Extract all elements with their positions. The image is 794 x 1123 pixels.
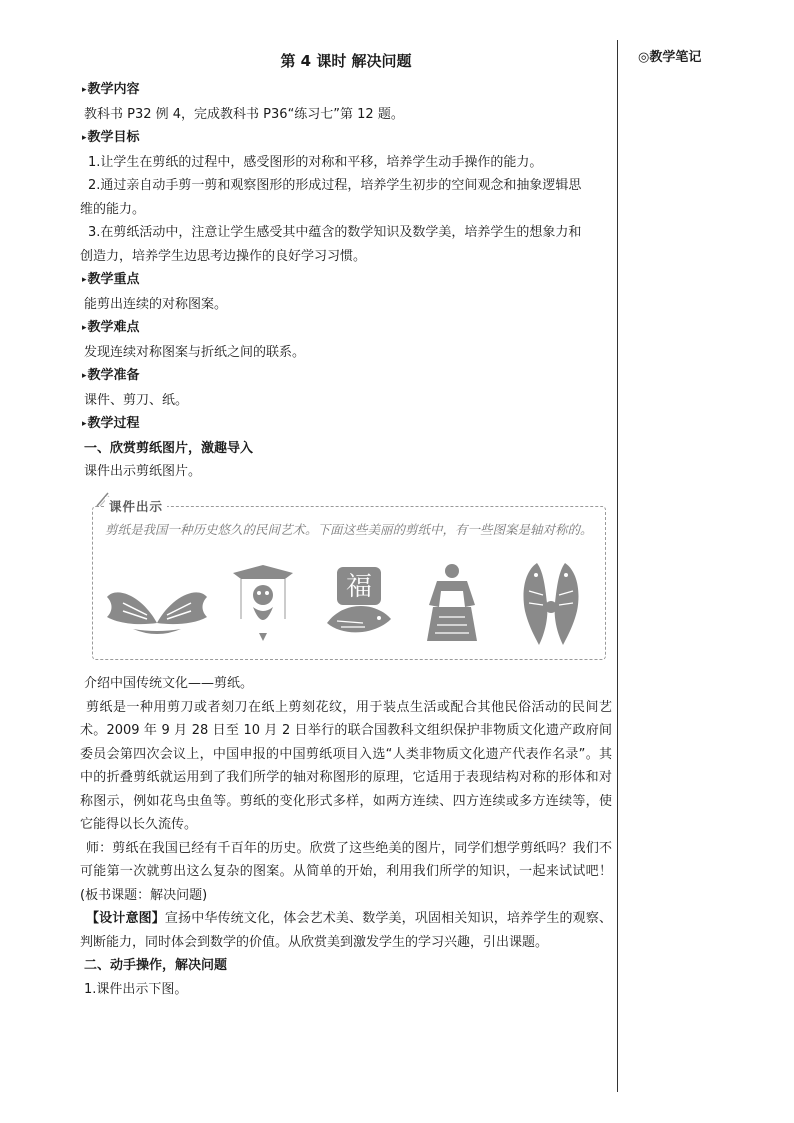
goal-1: 1.让学生在剪纸的过程中，感受图形的对称和平移，培养学生动手操作的能力。 <box>88 154 543 170</box>
courseware-callout <box>92 499 606 660</box>
design-intent-text: 宣扬中华传统文化，体会艺术美、数学美，巩固相关知识，培养学生的观察、判断能力，同时体会到数学的价值。从欣赏美到激发学生的学习兴趣，引出课题。 <box>80 911 612 950</box>
intro-text: 介绍中国传统文化——剪纸。 <box>84 676 254 691</box>
design-intent-label: 【设计意图】 <box>86 911 165 926</box>
key-text: 能剪出连续的对称图案。 <box>84 296 228 312</box>
lesson-body-lower <box>80 672 612 1001</box>
heading-content: ▸ 教学内容 <box>82 78 612 103</box>
teacher-paragraph: 师：剪纸在我国已经有千百年的历史。欣赏了这些绝美的图片，同学们想学剪纸吗？我们不可能第一次就剪出这么复杂的图案。从简单的开始，利用我们所学的知识，一起来试试吧！(板书课题：解决问题) <box>80 840 612 903</box>
design-intent <box>80 907 612 954</box>
callout-text: 剪纸是我国一种历史悠久的民间艺术。下面这些美丽的剪纸中，有一些图案是轴对称的。 <box>105 522 593 537</box>
heading-prep: ▸ 教学准备 <box>82 364 612 389</box>
svg-text:福: 福 <box>345 572 373 602</box>
heading-key: ▸ 教学重点 <box>82 268 612 293</box>
goal-3b: 创造力，培养学生边思考边操作的良好学习习惯。 <box>80 248 367 264</box>
heading-goals: ▸ 教学目标 <box>82 126 612 151</box>
callout-tag: 课件出示 <box>105 497 167 515</box>
goal-2a: 2.通过亲自动手剪一剪和观察图形的形成过程，培养学生初步的空间观念和抽象逻辑思 <box>88 178 582 193</box>
teaching-notes-label: ◎教学笔记 <box>638 50 702 65</box>
papercut-figure-icon <box>419 561 485 645</box>
papercut-paragraph: 剪纸是一种用剪刀或者刻刀在纸上剪刻花纹，用于装点生活或配合其他民俗活动的民间艺术。2009 年 9 月 28 日至 10 月 2 日举行的联合国教科文组织保护非物质文化遗产政府间委员会第四次会议上，中国申报的中国剪纸项目入选“人类非物质文化遗产代表作名录”。其中的折叠剪纸就运用到了我们所学的轴对称图形的原理，它适用于表现结构对称的形体和对称图示，例如花鸟虫鱼等。剪纸的变化形式多样，如两方连续、四方连续或多方连续等，使它能得以长久流传。 <box>80 699 612 832</box>
papercut-fu-icon <box>323 563 395 643</box>
prep-text: 课件、剪刀、纸。 <box>84 392 189 408</box>
content-text: 教科书 P32 例 4，完成教科书 P36“练习七”第 12 题。 <box>84 106 404 122</box>
heading-difficulty: ▸ 教学难点 <box>82 316 612 341</box>
papercut-twin-fish-icon <box>509 557 593 649</box>
difficulty-text: 发现连续对称图案与折纸之间的联系。 <box>84 344 306 360</box>
goal-2b: 维的能力。 <box>80 201 146 217</box>
part-1-text: 课件出示剪纸图片。 <box>84 464 202 479</box>
page-title: 第 4 课时 解决问题 <box>280 52 412 70</box>
goal-3a: 3.在剪纸活动中，注意让学生感受其中蕴含的数学知识及数学美，培养学生的想象力和 <box>88 225 582 240</box>
papercut-lantern-icon <box>223 563 303 643</box>
part-2-title: 二、动手操作，解决问题 <box>84 958 228 973</box>
notes-divider <box>617 40 618 1092</box>
part-1-title: 一、欣赏剪纸图片，激趣导入 <box>84 440 254 456</box>
papercut-fish-icon <box>103 567 211 641</box>
step-1-text: 1.课件出示下图。 <box>84 981 188 997</box>
heading-process: ▸ 教学过程 <box>82 412 612 437</box>
lesson-body <box>80 44 612 484</box>
